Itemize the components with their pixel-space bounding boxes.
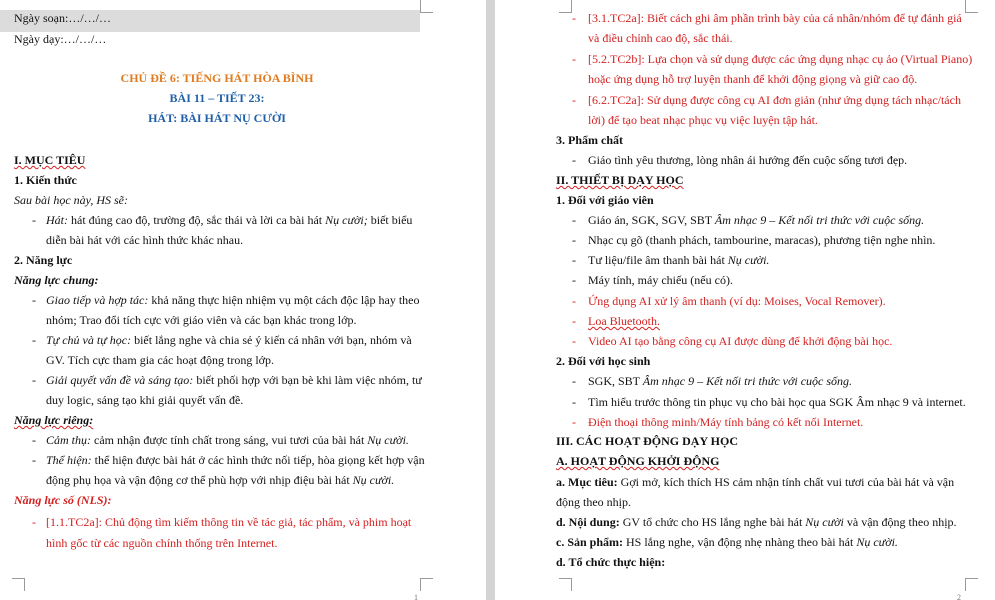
heading-quality: 3. Phẩm chất — [556, 133, 623, 147]
list-item-cont: lời) để tạo beat nhạc phục vụ việc luyện tập hát. — [588, 113, 818, 127]
crop-mark — [965, 578, 978, 591]
heading-teacher: 1. Đối với giáo viên — [556, 193, 654, 207]
content-line: d. Nội dung: GV tổ chức cho HS lắng nghe bài hát Nụ cười và vận động theo nhịp. — [556, 515, 957, 529]
heading-general: Năng lực chung: — [14, 273, 99, 287]
crop-mark — [420, 578, 433, 591]
crop-mark — [420, 0, 433, 13]
organization-line: d. Tổ chức thực hiện: — [556, 555, 666, 569]
heading-warmup: A. HOẠT ĐỘNG KHỞI ĐỘNG — [556, 454, 720, 468]
page-number: 2 — [957, 593, 961, 600]
list-item-cont: GV. Tích cực tham gia các hoạt động trong lớp. — [46, 353, 275, 367]
list-item-cont: hoặc ứng dụng hỗ trợ luyện thanh để khởi động giọng và giữ cao độ. — [588, 72, 918, 86]
heading-ability: 2. Năng lực — [14, 253, 73, 267]
page-number: 1 — [414, 593, 418, 600]
list-item-cont: hình gốc từ các nguồn chính thống trên Internet. — [46, 536, 278, 550]
crop-mark — [559, 578, 572, 591]
section-equipment: II. THIẾT BỊ DẠY HỌC — [556, 173, 684, 187]
topic-title: CHỦ ĐỀ 6: TIẾNG HÁT HÒA BÌNH — [120, 71, 314, 85]
list-item-cont: diễn bài hát với các hình thức khác nhau. — [46, 233, 244, 247]
heading-specific: Năng lực riêng: — [14, 413, 94, 427]
date-teach[interactable]: Ngày dạy:…/…/… — [14, 32, 107, 46]
aim-line-cont: động theo nhịp. — [556, 495, 631, 509]
lesson-title: BÀI 11 – TIẾT 23: — [169, 91, 265, 105]
crop-mark — [12, 578, 25, 591]
song-title: HÁT: BÀI HÁT NỤ CƯỜI — [148, 111, 286, 125]
section-objectives: I. MỤC TIÊU — [14, 153, 86, 167]
crop-mark — [559, 0, 572, 13]
product-line: c. Sản phẩm: HS lắng nghe, vận động nhẹ nhàng theo bài hát Nụ cười. — [556, 535, 898, 549]
list-item-cont: và điều chỉnh cao độ, sắc thái. — [588, 31, 733, 45]
list-item-cont: động phụ họa và vận động cơ thể phù hợp với nhịp điệu bài hát Nụ cười. — [46, 473, 395, 487]
section-activities: III. CÁC HOẠT ĐỘNG DẠY HỌC — [556, 434, 739, 448]
date-prepare[interactable]: Ngày soạn:…/…/… — [14, 11, 111, 25]
heading-student: 2. Đối với học sinh — [556, 354, 651, 368]
document-page-1: Ngày soạn:…/…/… Ngày dạy:…/…/… CHỦ ĐỀ 6: TIẾNG HÁT HÒA BÌNH BÀI 11 – TIẾT 23: HÁT: BÀI HÁT NỤ CƯỜI I. MỤC TIÊU 1. Kiến thức Sau bài học này, HS sẽ: - Hát: hát đúng cao độ, trường độ, sắc thái và lời ca bài hát Nụ cười; biết biểu diễn bài hát với các hình thức khác nhau. 2. Năng lực Năng lực chung: - Giao tiếp và hợp tác: khả năng thực hiện nhiệm vụ một cách độc lập hay theo nhóm; Trao đổi tích cực với giáo viên và các bạn khác trong lớp. - Tự chủ và tự học: biết lắng nghe và chia sẻ ý kiến cá nhân với bạn, nhóm và GV. Tích cực tham gia các hoạt động trong lớp. - Giải quyết vấn đề và sáng tạo: biết phối hợp với bạn bè khi làm việc nhóm, tư duy logic, sáng tạo khi giải quyết vấn đề. Năng lực riêng: - Cảm thụ: cảm nhận được tính chất trong sáng, vui tươi của bài hát Nụ cười. - Thể hiện: thể hiện được bài hát ở các hình thức nối tiếp, hòa giọng kết hợp vận động phụ họa và vận động cơ thể phù hợp với nhịp điệu bài hát Nụ cười. Năng lực số (NLS): - [1.1.TC2a]: Chủ động tìm kiếm thông tin về tác giả, tác phẩm, và phim hoạt hình gốc từ các nguồn chính thống trên Internet. 1 — [0, 0, 486, 600]
crop-mark — [965, 0, 978, 13]
list-item-cont: nhóm; Trao đổi tích cực với giáo viên và các bạn khác trong lớp. — [46, 313, 357, 327]
heading-knowledge: 1. Kiến thức — [14, 173, 77, 187]
heading-digital: Năng lực số (NLS): — [14, 493, 112, 507]
list-item-cont: duy logic, sáng tạo khi giải quyết vấn đề. — [46, 393, 244, 407]
document-page-2: - [3.1.TC2a]: Biết cách ghi âm phần trình bày của cá nhân/nhóm để tự đánh giá và điều chỉnh cao độ, sắc thái. - [5.2.TC2b]: Lựa chọn và sử dụng được các ứng dụng nhạc cụ ảo (Virtual Piano) hoặc ứng dụng hỗ trợ luyện thanh để khởi động giọng và giữ cao độ. - [6.2.TC2a]: Sử dụng được công cụ AI đơn giản (như ứng dụng tách nhạc/tách lời) để tạo beat nhạc phục vụ việc luyện tập hát. 3. Phẩm chất - Giáo tình yêu thương, lòng nhân ái hướng đến cuộc sống tươi đẹp. II. THIẾT BỊ DẠY HỌC 1. Đối với giáo viên - Giáo án, SGK, SGV, SBT Âm nhạc 9 – Kết nối tri thức với cuộc sống. - Nhạc cụ gõ (thanh phách, tambourine, maracas), phương tiện nghe nhìn. - Tư liệu/file âm thanh bài hát Nụ cười. - Máy tính, máy chiếu (nếu có). - Ứng dụng AI xử lý âm thanh (ví dụ: Moises, Vocal Remover). - Loa Bluetooth. - Video AI tạo bằng công cụ AI được dùng để khởi động bài học. 2. Đối với học sinh - SGK, SBT Âm nhạc 9 – Kết nối tri thức với cuộc sống. - Tìm hiểu trước thông tin phục vụ cho bài học qua SGK Âm nhạc 9 và internet. - Điện thoại thông minh/Máy tính bảng có kết nối Internet. III. CÁC HOẠT ĐỘNG DẠY HỌC A. HOẠT ĐỘNG KHỞI ĐỘNG a. Mục tiêu: Gợi mở, kích thích HS cảm nhận tính chất vui tươi của bài hát và vận động theo nhịp. d. Nội dung: GV tổ chức cho HS lắng nghe bài hát Nụ cười và vận động theo nhịp. c. Sản phẩm: HS lắng nghe, vận động nhẹ nhàng theo bài hát Nụ cười. d. Tổ chức thực hiện: 2 — [495, 0, 995, 600]
aim-line: a. Mục tiêu: Gợi mở, kích thích HS cảm nhận tính chất vui tươi của bài hát và vận — [556, 475, 955, 489]
intro-text: Sau bài học này, HS sẽ: — [14, 193, 128, 207]
